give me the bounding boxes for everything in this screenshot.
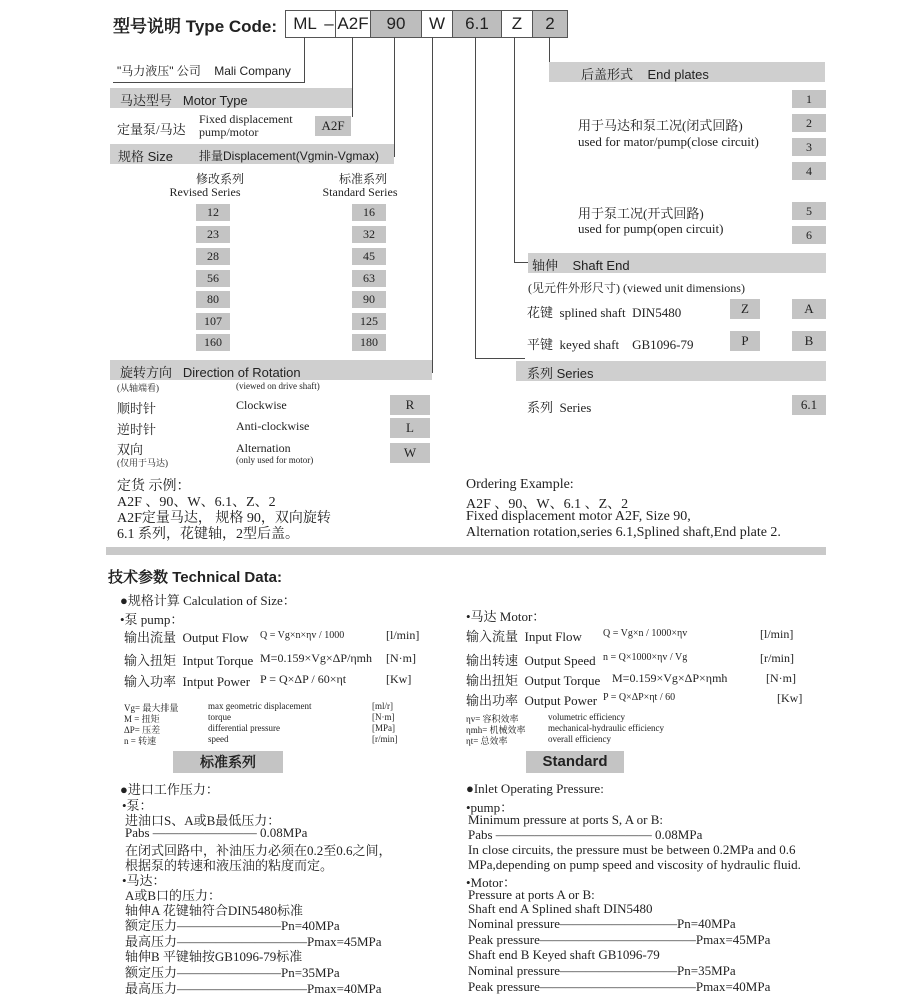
section-divider xyxy=(106,547,826,555)
connector xyxy=(432,37,433,373)
cn-line: ●进口工作压力： xyxy=(120,782,219,797)
rotation-cw-cn: 顺时针 xyxy=(117,401,157,416)
cn-line: A或B口的压力： xyxy=(125,888,222,903)
en-line: Shaft end B Keyed shaft GB1096-79 xyxy=(468,947,660,962)
cn-line: Pabs ———————— 0.08MPa xyxy=(125,825,308,840)
size-title: 规格 Size xyxy=(118,149,173,164)
eff-sym: ηt= 总效率 xyxy=(466,736,508,746)
standard-series-cn: 标准系列 xyxy=(338,172,387,186)
motor-row: 输出功率 Output Power xyxy=(466,693,598,708)
en-line: Peak pressure————————————Pmax=45MPa xyxy=(468,932,771,947)
en-line: Minimum pressure at ports S, A or B: xyxy=(468,812,663,827)
cn-line: 根据泵的转速和液压油的粘度而定。 xyxy=(125,858,334,873)
standard-size: 180 xyxy=(352,334,386,351)
revised-size: 107 xyxy=(196,313,230,330)
en-line: ●Inlet Operating Pressure: xyxy=(466,781,604,796)
series-code: 6.1 xyxy=(792,395,826,415)
standard-size: 16 xyxy=(352,204,386,221)
standard-size: 63 xyxy=(352,270,386,287)
cn-line: 最高压力——————————Pmax=40MPa xyxy=(125,981,382,996)
revised-size: 56 xyxy=(196,270,230,287)
motor-row: 输出转速 Output Speed xyxy=(466,653,596,668)
rotation-alt-note-cn: (仅用于马达) xyxy=(117,458,168,468)
shaft-code: A xyxy=(792,299,826,319)
motor-formula: Q = Vg×n / 1000×ηv xyxy=(603,628,688,639)
eff-desc: volumetric efficiency xyxy=(548,712,626,722)
pump-row: 输入扭矩 Intput Torque xyxy=(124,653,254,668)
standard-en-header: Standard xyxy=(526,751,624,773)
end-plate-code: 5 xyxy=(792,202,826,220)
connector xyxy=(514,37,515,262)
end-plate-code: 3 xyxy=(792,138,826,156)
end-plates-closed-cn: 用于马达和泵工况(闭式回路) xyxy=(578,118,743,133)
shaft-code: P xyxy=(730,331,760,351)
legend-desc: torque xyxy=(208,712,231,722)
rotation-alt-note-en: (only used for motor) xyxy=(236,455,314,465)
en-line: In close circuits, the pressure must be between 0.2MPa and 0.6 xyxy=(468,842,796,857)
cn-line: 轴伸B 平键轴按GB1096-79标准 xyxy=(125,949,303,964)
motor-row: 输出扭矩 Output Torque xyxy=(466,673,601,688)
order-cn-line2: A2F定量马达， 规格 90，双向旋转 xyxy=(117,511,331,526)
cn-line: •泵： xyxy=(122,798,153,813)
pump-row: 输出流量 Output Flow xyxy=(124,630,249,645)
order-cn-line3: 6.1 系列，花键轴，2型后盖。 xyxy=(117,527,299,542)
legend-unit: [r/min] xyxy=(372,734,398,744)
code-ml: ML xyxy=(285,10,325,38)
revised-size: 160 xyxy=(196,334,230,351)
en-line: Nominal pressure—————————Pn=35MPa xyxy=(468,963,736,978)
order-en-line1: A2F 、90、W、6.1 、Z、2 xyxy=(466,497,629,512)
end-plates-closed-en: used for mator/pump(close circuit) xyxy=(578,134,759,149)
cn-line: 在闭式回路中，补油压力必须在0.2至0.6之间， xyxy=(125,843,392,858)
calc-title: ●规格计算 Calculation of Size： xyxy=(120,593,296,608)
motor-unit: [l/min] xyxy=(760,627,794,641)
tech-title: 技术参数 Technical Data: xyxy=(108,569,282,586)
en-line: Shaft end A Splined shaft DIN5480 xyxy=(468,901,653,916)
rotation-cw-en: Clockwise xyxy=(236,398,287,412)
rotation-ccw-cn: 逆时针 xyxy=(117,422,157,437)
pump-unit: [l/min] xyxy=(386,628,420,642)
pump-unit: [N·m] xyxy=(386,651,416,665)
size-displacement: 排量Displacement(Vgmin-Vgmax) xyxy=(199,149,380,163)
motor-type-code: A2F xyxy=(315,116,351,136)
revised-size: 23 xyxy=(196,226,230,243)
series-title: 系列 Series xyxy=(527,366,594,381)
connector xyxy=(549,37,550,62)
connector xyxy=(352,37,353,117)
end-plate-code: 6 xyxy=(792,226,826,244)
revised-size: 12 xyxy=(196,204,230,221)
company-underline xyxy=(113,82,305,83)
rotation-code: W xyxy=(390,443,430,463)
rotation-ccw-en: Anti-clockwise xyxy=(236,419,310,433)
order-en-line3: Alternation rotation,series 6.1,Splined shaft,End plate 2. xyxy=(466,525,781,540)
company-label: "马力液压" 公司 Mali Company xyxy=(117,64,291,78)
standard-series-en: Standard Series xyxy=(322,185,398,199)
shaft-keyed: 平键 keyed shaft GB1096-79 xyxy=(527,337,694,352)
legend-desc: max geometric displacement xyxy=(208,701,312,711)
shaft-code: Z xyxy=(730,299,760,319)
shaft-splined: 花键 splined shaft DIN5480 xyxy=(527,305,682,320)
en-line: Peak pressure————————————Pmax=40MPa xyxy=(468,979,771,994)
standard-size: 45 xyxy=(352,248,386,265)
en-line: Pabs ———————————— 0.08MPa xyxy=(468,827,703,842)
en-line: MPa,depending on pump speed and viscosity of hydraulic fluid. xyxy=(468,857,801,872)
standard-size: 32 xyxy=(352,226,386,243)
connector xyxy=(475,358,525,359)
legend-unit: [ml/r] xyxy=(372,701,393,711)
motor-title: •马达 Motor： xyxy=(466,609,546,624)
cn-line: 额定压力————————Pn=35MPa xyxy=(125,965,340,980)
en-line: •pump： xyxy=(466,800,514,815)
en-line: •Motor： xyxy=(466,875,517,890)
rotation-note-cn: (从轴端看) xyxy=(117,383,159,393)
eff-desc: overall efficiency xyxy=(548,734,612,744)
legend-sym: M = 扭矩 xyxy=(124,714,160,724)
motor-unit: [r/min] xyxy=(760,651,794,665)
shaft-title: 轴伸 Shaft End xyxy=(532,258,630,273)
motor-formula: M=0.159×Vg×ΔP×ηmh xyxy=(612,671,728,685)
revised-series-en: Revised Series xyxy=(169,185,241,199)
standard-cn-header: 标准系列 xyxy=(173,751,283,773)
motor-type-title: 马达型号 Motor Type xyxy=(120,93,248,108)
rotation-alt-cn: 双向 xyxy=(117,442,144,457)
revised-size: 28 xyxy=(196,248,230,265)
end-plates-open-en: used for pump(open circuit) xyxy=(578,221,724,236)
standard-size: 90 xyxy=(352,291,386,308)
legend-sym: Vg= 最大排量 xyxy=(124,703,179,713)
eff-sym: ηmh= 机械效率 xyxy=(466,725,526,735)
code-a2f: A2F xyxy=(335,10,371,38)
code-z: Z xyxy=(501,10,533,38)
motor-unit: [Kw] xyxy=(777,691,803,705)
code-61: 6.1 xyxy=(452,10,502,38)
legend-sym: ΔP= 压差 xyxy=(124,725,161,735)
cn-line: 进油口S、A或B最低压力： xyxy=(125,813,281,828)
motor-formula: P = Q×ΔP×ηt / 60 xyxy=(603,692,676,703)
revised-size: 80 xyxy=(196,291,230,308)
en-line: Nominal pressure—————————Pn=40MPa xyxy=(468,916,736,931)
code-2: 2 xyxy=(532,10,568,38)
eff-sym: ηv= 容积效率 xyxy=(466,714,519,724)
shaft-code: B xyxy=(792,331,826,351)
cn-line: 最高压力——————————Pmax=45MPa xyxy=(125,934,382,949)
legend-unit: [N·m] xyxy=(372,712,395,722)
eff-desc: mechanical-hydraulic efficiency xyxy=(548,723,665,733)
end-plates-open-cn: 用于泵工况(开式回路) xyxy=(578,206,704,221)
connector xyxy=(514,262,528,263)
motor-type-label-en: Fixed displacement pump/motor xyxy=(199,112,293,139)
pump-formula: P = Q×ΔP / 60×ηt xyxy=(260,672,347,686)
cn-line: 轴伸A 花键轴符合DIN5480标准 xyxy=(125,903,304,918)
revised-series-cn: 修改系列 xyxy=(195,172,244,186)
motor-unit: [N·m] xyxy=(766,671,796,685)
pump-row: 输入功率 Intput Power xyxy=(124,674,251,689)
legend-unit: [MPa] xyxy=(372,723,395,733)
type-code-title: 型号说明 Type Code: xyxy=(113,17,278,36)
rotation-note-en: (viewed on drive shaft) xyxy=(236,381,320,391)
motor-row: 输入流量 Input Flow xyxy=(466,629,582,644)
pump-title: •泵 pump： xyxy=(120,612,184,627)
pump-unit: [Kw] xyxy=(386,672,412,686)
connector xyxy=(304,37,305,83)
end-plate-code: 2 xyxy=(792,114,826,132)
motor-formula: n = Q×1000×ηv / Vg xyxy=(603,652,688,663)
pump-formula: Q = Vg×n×ηv / 1000 xyxy=(260,630,345,641)
end-plate-code: 1 xyxy=(792,90,826,108)
order-cn-title: 定货 示例： xyxy=(117,479,191,494)
code-90: 90 xyxy=(370,10,422,38)
order-en-title: Ordering Example: xyxy=(466,477,574,492)
shaft-note: (见元件外形尺寸) (viewed unit dimensions) xyxy=(528,281,745,295)
rotation-alt-en: Alternation xyxy=(236,441,291,455)
rotation-code: L xyxy=(390,418,430,438)
cn-line: 额定压力————————Pn=40MPa xyxy=(125,918,340,933)
legend-sym: n = 转速 xyxy=(124,736,157,746)
order-cn-line1: A2F 、90、W、6.1、Z、2 xyxy=(117,495,276,510)
series-label: 系列 Series xyxy=(527,400,592,415)
legend-desc: speed xyxy=(208,734,229,744)
rotation-title: 旋转方向 Direction of Rotation xyxy=(120,365,301,380)
en-line: Pressure at ports A or B: xyxy=(468,887,595,902)
connector xyxy=(394,37,395,157)
standard-size: 125 xyxy=(352,313,386,330)
motor-type-label-cn: 定量泵/马达 xyxy=(117,122,186,137)
pump-formula: M=0.159×Vg×ΔP/ηmh xyxy=(260,651,372,665)
code-dash: – xyxy=(323,10,336,38)
end-plate-code: 4 xyxy=(792,162,826,180)
code-w: W xyxy=(421,10,453,38)
rotation-code: R xyxy=(390,395,430,415)
cn-line: •马达： xyxy=(122,873,166,888)
end-plates-title: 后盖形式 End plates xyxy=(581,67,709,82)
order-en-line2: Fixed displacement motor A2F, Size 90, xyxy=(466,509,691,524)
legend-desc: differential pressure xyxy=(208,723,281,733)
connector xyxy=(475,37,476,359)
